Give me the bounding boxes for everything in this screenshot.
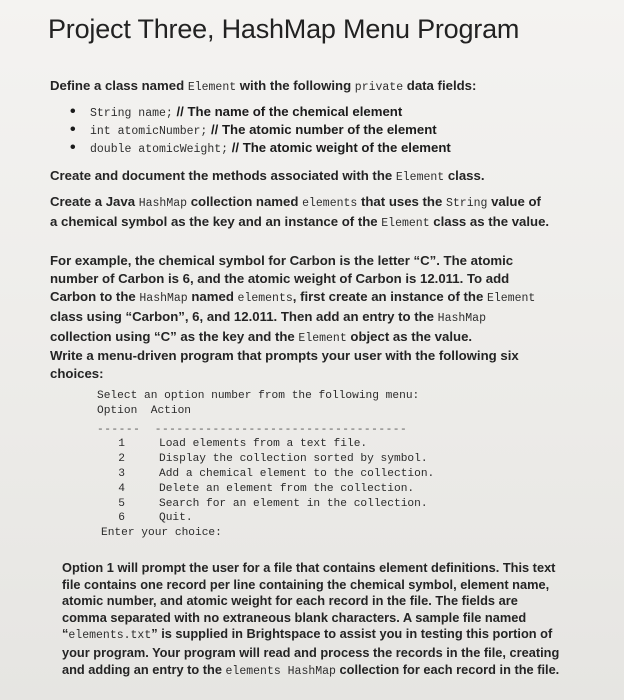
text: object as the value. [346, 329, 473, 344]
paragraph-menu-intro: Write a menu-driven program that prompts your user with the following six choices: [50, 348, 519, 381]
text: collection named [187, 194, 303, 209]
text: For example, the chemical symbol for Carbon is the letter “C”. The atomic number of Carbon is 6, and the atomic weight of Carbon is 12.011. To add Carbon to the [50, 253, 514, 304]
text: collection for each record in the file. [335, 661, 560, 677]
option-number: 5 [118, 497, 125, 510]
menu-row [97, 467, 434, 482]
menu-prompt: Select an option number from the following menu: [97, 390, 420, 402]
code-text: elements.txt [68, 629, 152, 643]
code-text: Element [298, 332, 347, 345]
option-action: Display the collection sorted by symbol. [159, 453, 428, 466]
paragraph-example [50, 252, 550, 348]
field-comment: // The atomic weight of the element [231, 140, 451, 155]
code-text: HashMap [437, 312, 486, 325]
field-code: int atomicNumber; [90, 125, 208, 138]
text: value of a chemical symbol as the key and an instance of the [50, 194, 541, 229]
option-number: 3 [118, 467, 125, 480]
text: class. [444, 168, 485, 183]
text: ” is supplied in Brightspace to assist you in testing this portion of your program. Your program will read and process the records in the file, creating and adding an entry to the [62, 626, 560, 677]
menu-enter-prompt: Enter your choice: [101, 527, 222, 540]
text: Define a class named [50, 78, 188, 93]
code-text: elements HashMap [225, 664, 336, 678]
text: with the following [236, 78, 355, 93]
option-number: 4 [118, 482, 125, 495]
option-action: Load elements from a text file. [159, 438, 368, 451]
menu-listing [97, 389, 434, 541]
text: named [187, 289, 238, 304]
paragraph-methods [50, 167, 560, 187]
field-code: double atomicWeight; [90, 143, 229, 156]
text: Create a Java [50, 194, 139, 209]
text: collection using “C” as the key and the [50, 329, 299, 344]
option-number: 1 [118, 438, 125, 451]
code-text: private [354, 81, 404, 94]
option-action: Search for an element in the collection. [159, 497, 428, 510]
code-text: HashMap [139, 292, 188, 305]
divider-option: ------ [97, 423, 141, 436]
code-text: Element [187, 81, 237, 94]
code-text: Element [381, 217, 430, 230]
option-action: Delete an element from the collection. [159, 482, 415, 495]
text: Option 1 will prompt the user for a file that contains element definitions. This text file contains one record per line containing the chemical symbol, element name, atomic number, and atomic weight for each record in the file. The fields are comma separated with no extraneous blank characters. A sample file named “ [62, 560, 556, 642]
data-field-list [70, 103, 451, 157]
field-comment: // The name of the chemical element [176, 104, 403, 119]
code-text: elements [302, 197, 358, 210]
menu-row [97, 497, 434, 512]
option-number: 6 [118, 512, 125, 525]
page-title: Project Three, HashMap Menu Program [48, 14, 520, 44]
option-action: Add a chemical element to the collection. [159, 467, 435, 480]
paragraph-hashmap [50, 193, 550, 233]
option-action: Quit. [159, 512, 193, 525]
text: class using “Carbon”, 6, and 12.011. Then add an entry to the [50, 309, 438, 324]
list-item [70, 103, 451, 121]
list-item [70, 121, 451, 139]
menu-row [97, 437, 434, 452]
code-text: Element [486, 292, 536, 305]
code-text: String [445, 197, 488, 210]
text: data fields: [403, 78, 477, 93]
menu-divider [97, 423, 434, 438]
paragraph-option-one [62, 560, 562, 680]
text: Create and document the methods associated with the [50, 168, 396, 183]
menu-row [97, 511, 434, 526]
header-option: Option [97, 404, 138, 417]
menu-row [97, 482, 434, 497]
text: that uses the [357, 194, 446, 209]
code-text: elements [237, 292, 293, 305]
text: , first create an instance of the [292, 289, 487, 304]
header-action: Action [150, 404, 192, 417]
paragraph-define-class [50, 77, 560, 97]
menu-row [97, 452, 434, 467]
menu-header [97, 404, 434, 419]
code-text: Element [395, 171, 445, 184]
field-comment: // The atomic number of the element [211, 122, 437, 137]
text: class as the value. [429, 214, 550, 229]
list-item [70, 139, 451, 157]
field-code: String name; [90, 107, 173, 120]
code-text: HashMap [138, 197, 188, 210]
option-number: 2 [118, 453, 125, 466]
divider-action: ----------------------------------- [154, 423, 408, 436]
